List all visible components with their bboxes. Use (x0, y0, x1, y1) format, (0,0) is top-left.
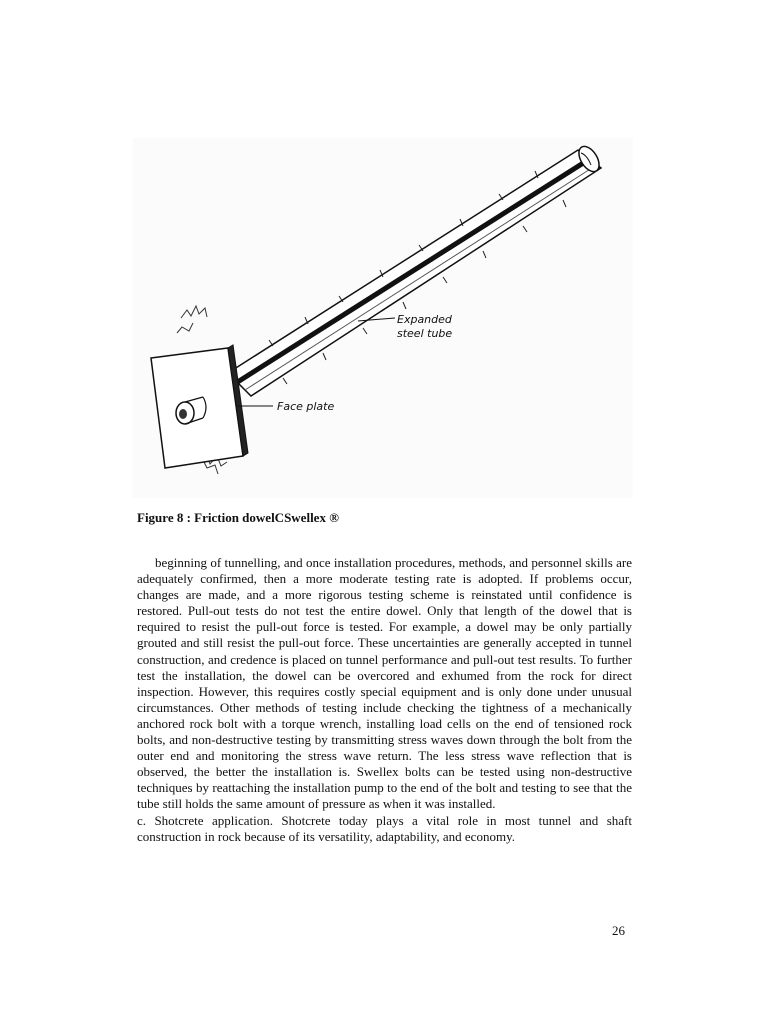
figure-caption: Figure 8 : Friction dowelCSwellex ® (137, 510, 339, 525)
plate-callout: Face plate (277, 400, 335, 413)
friction-dowel-drawing (133, 138, 633, 498)
tube-callout-line2: steel tube (397, 327, 453, 340)
swellex-figure (133, 138, 633, 498)
body-text (137, 555, 632, 845)
tube-callout-line1: Expanded (397, 313, 452, 326)
paragraph-testing: beginning of tunnelling, and once installation procedures, methods, and personnel skills are adequately confirmed, then a more moderate testing rate is adopted. If problems occur, changes are made, and a more rigorous testing scheme is reinstated until confidence is restored. Pull-out tests do not test the entire dowel. Only that length of the dowel that is required to resist the pull-out force is tested. For example, a dowel may be only partially grouted and still resist the pull-out force. These uncertainties are generally accepted in tunnel construction, and credence is placed on tunnel performance and pull-out test results. To further test the installation, the dowel can be overcored and exhumed from the rock for direct inspection. However, this requires costly special equipment and is only done under unusual circumstances. Other methods of testing include checking the tightness of a mechanically anchored rock bolt with a torque wrench, installing load cells on the end of tensioned rock bolts, and non-destructive testing by transmitting stress waves down through the bolt from the outer end and monitoring the stress wave return. The less stress wave reflection that is observed, the better the installation is. Swellex bolts can be tested using non-destructive techniques by reattaching the installation pump to the end of the bolt and testing to see that the tube still holds the same amount of pressure as when it was installed. (137, 555, 632, 812)
paragraph-shotcrete: c. Shotcrete application. Shotcrete today plays a vital role in most tunnel and shaft construction in rock because of its versatility, adaptability, and economy. (137, 812, 632, 844)
page-number: 26 (612, 923, 625, 938)
face-plate (151, 345, 248, 468)
